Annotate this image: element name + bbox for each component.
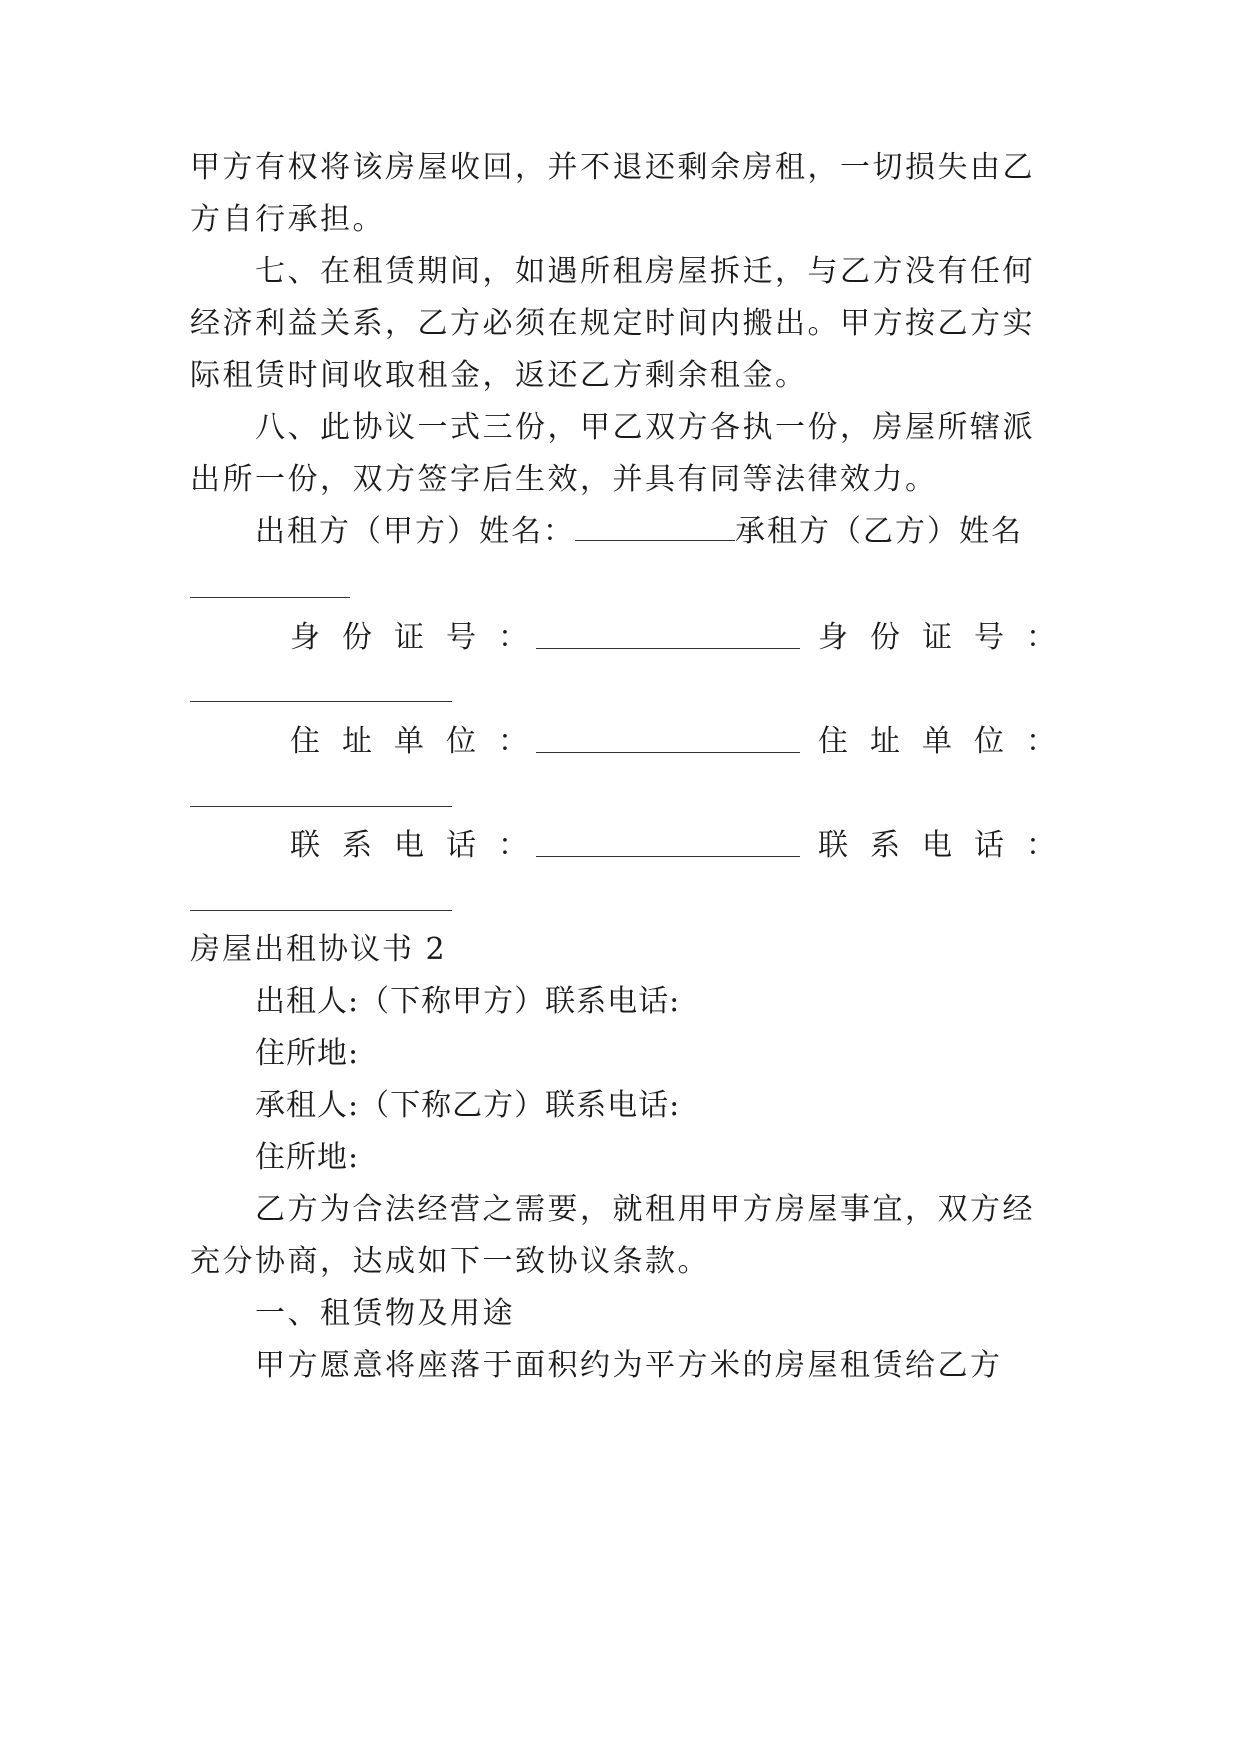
text-line: 甲方有权将该房屋收回，并不退还剩余房租，一切损失由乙 bbox=[190, 150, 1035, 185]
lessee-id-blank bbox=[190, 701, 452, 702]
lessee-address-line: 住所地: bbox=[255, 1140, 360, 1175]
lessor-id-blank bbox=[536, 648, 800, 649]
lessee-phone-label bbox=[818, 826, 1078, 866]
lessor-address-line: 住所地: bbox=[255, 1036, 360, 1071]
lessor-phone-label bbox=[290, 826, 550, 866]
section-title: 房屋出租协议书 2 bbox=[190, 932, 447, 967]
intro-line: 乙方为合法经营之需要，就租用甲方房屋事宜，双方经 bbox=[255, 1192, 1035, 1227]
text-line: 经济利益关系，乙方必须在规定时间内搬出。甲方按乙方实 bbox=[190, 306, 1035, 341]
lessee-address-label bbox=[818, 722, 1078, 762]
lessor-name-blank bbox=[575, 514, 735, 541]
text-line: 方自行承担。 bbox=[190, 202, 385, 237]
clause-8-line: 八、此协议一式三份，甲乙双方各执一份，房屋所辖派 bbox=[255, 410, 1035, 445]
text-line: 出所一份，双方签字后生效，并具有同等法律效力。 bbox=[190, 462, 938, 497]
lessor-name-label: 出租方（甲方）姓名： bbox=[255, 514, 575, 549]
lessor-id-label-text: 身份证号： bbox=[290, 620, 550, 655]
lessor-id-label bbox=[290, 618, 550, 658]
clause-1-title: 一、租赁物及用途 bbox=[255, 1296, 515, 1331]
lessor-address-label bbox=[290, 722, 550, 762]
lessee-address-blank bbox=[190, 806, 452, 807]
intro-line: 充分协商，达成如下一致协议条款。 bbox=[190, 1244, 710, 1279]
lessor-phone-label-text: 联系电话： bbox=[290, 828, 550, 863]
lessee-id-label bbox=[818, 618, 1078, 658]
clause-1-text: 甲方愿意将座落于面积约为平方米的房屋租赁给乙方 bbox=[255, 1348, 1003, 1383]
lessee-address-label-text: 住址单位： bbox=[818, 724, 1078, 759]
lessor-address-blank bbox=[536, 752, 800, 753]
lessee-phone-blank bbox=[190, 910, 452, 911]
lessor-address-label-text: 住址单位： bbox=[290, 724, 550, 759]
text-line: 际租赁时间收取租金，返还乙方剩余租金。 bbox=[190, 358, 808, 393]
lessee-phone-label-text: 联系电话： bbox=[818, 828, 1078, 863]
lessor-phone-blank bbox=[536, 856, 800, 857]
lessor-line: 出租人:（下称甲方）联系电话: bbox=[255, 984, 681, 1019]
clause-7-line: 七、在租赁期间，如遇所租房屋拆迁，与乙方没有任何 bbox=[255, 254, 1035, 289]
signature-name-row bbox=[255, 512, 1050, 552]
lessee-line: 承租人:（下称乙方）联系电话: bbox=[255, 1088, 681, 1123]
lessee-name-label: 承租方（乙方）姓名 bbox=[735, 514, 1023, 549]
lessee-name-blank bbox=[190, 597, 350, 598]
lessee-id-label-text: 身份证号： bbox=[818, 620, 1078, 655]
